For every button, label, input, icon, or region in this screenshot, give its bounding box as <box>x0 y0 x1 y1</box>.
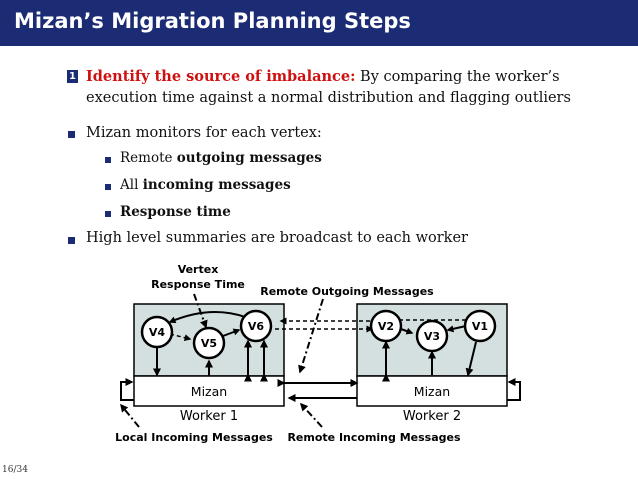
sub-bullet-incoming-prefix: All <box>120 177 143 193</box>
sub-bullet-incoming-bold: incoming messages <box>142 177 291 193</box>
local-incoming-pointer <box>121 405 139 427</box>
vertex-v1-label: V1 <box>471 320 489 333</box>
page-number: 16/34 <box>2 465 28 475</box>
step-line-2: execution time against a normal distribution and flagging outliers <box>86 90 571 106</box>
worker-1-label: Worker 1 <box>179 409 239 424</box>
worker-2-mizan-label: Mizan <box>413 384 451 399</box>
vertex-v3-label: V3 <box>423 330 441 343</box>
vertex-v6-label: V6 <box>247 320 265 333</box>
vertex-v4-label: V4 <box>148 326 166 339</box>
vertex-v2-label: V2 <box>377 320 395 333</box>
remote-outgoing-label: Remote Outgoing Messages <box>260 285 434 298</box>
worker-2-label: Worker 2 <box>402 409 462 424</box>
vertex-label: Vertex <box>177 263 219 276</box>
step-highlight: Identify the source of imbalance: <box>86 68 356 85</box>
step-text-1: By comparing the worker’s <box>360 69 560 85</box>
response-time-label: Response Time <box>151 278 245 291</box>
bullet-monitors: Mizan monitors for each vertex: <box>86 125 322 141</box>
sub-bullet-outgoing-prefix: Remote <box>120 150 177 166</box>
slide-title: Mizan’s Migration Planning Steps <box>14 9 411 33</box>
worker-1-local-loop <box>121 382 134 400</box>
remote-incoming-pointer <box>301 404 322 427</box>
worker-2-local-loop <box>507 382 520 400</box>
bullet-summaries: High level summaries are broadcast to each worker <box>86 230 468 246</box>
step-number-badge: 1 <box>67 70 78 83</box>
sub-bullet-response-bold: Response time <box>120 204 231 220</box>
vertex-v5-label: V5 <box>200 337 218 350</box>
remote-outgoing-pointer <box>300 299 323 372</box>
local-incoming-label: Local Incoming Messages <box>115 431 273 444</box>
remote-incoming-label: Remote Incoming Messages <box>287 431 461 444</box>
worker-1-mizan-label: Mizan <box>190 384 228 399</box>
sub-bullet-outgoing-bold: outgoing messages <box>176 150 322 166</box>
